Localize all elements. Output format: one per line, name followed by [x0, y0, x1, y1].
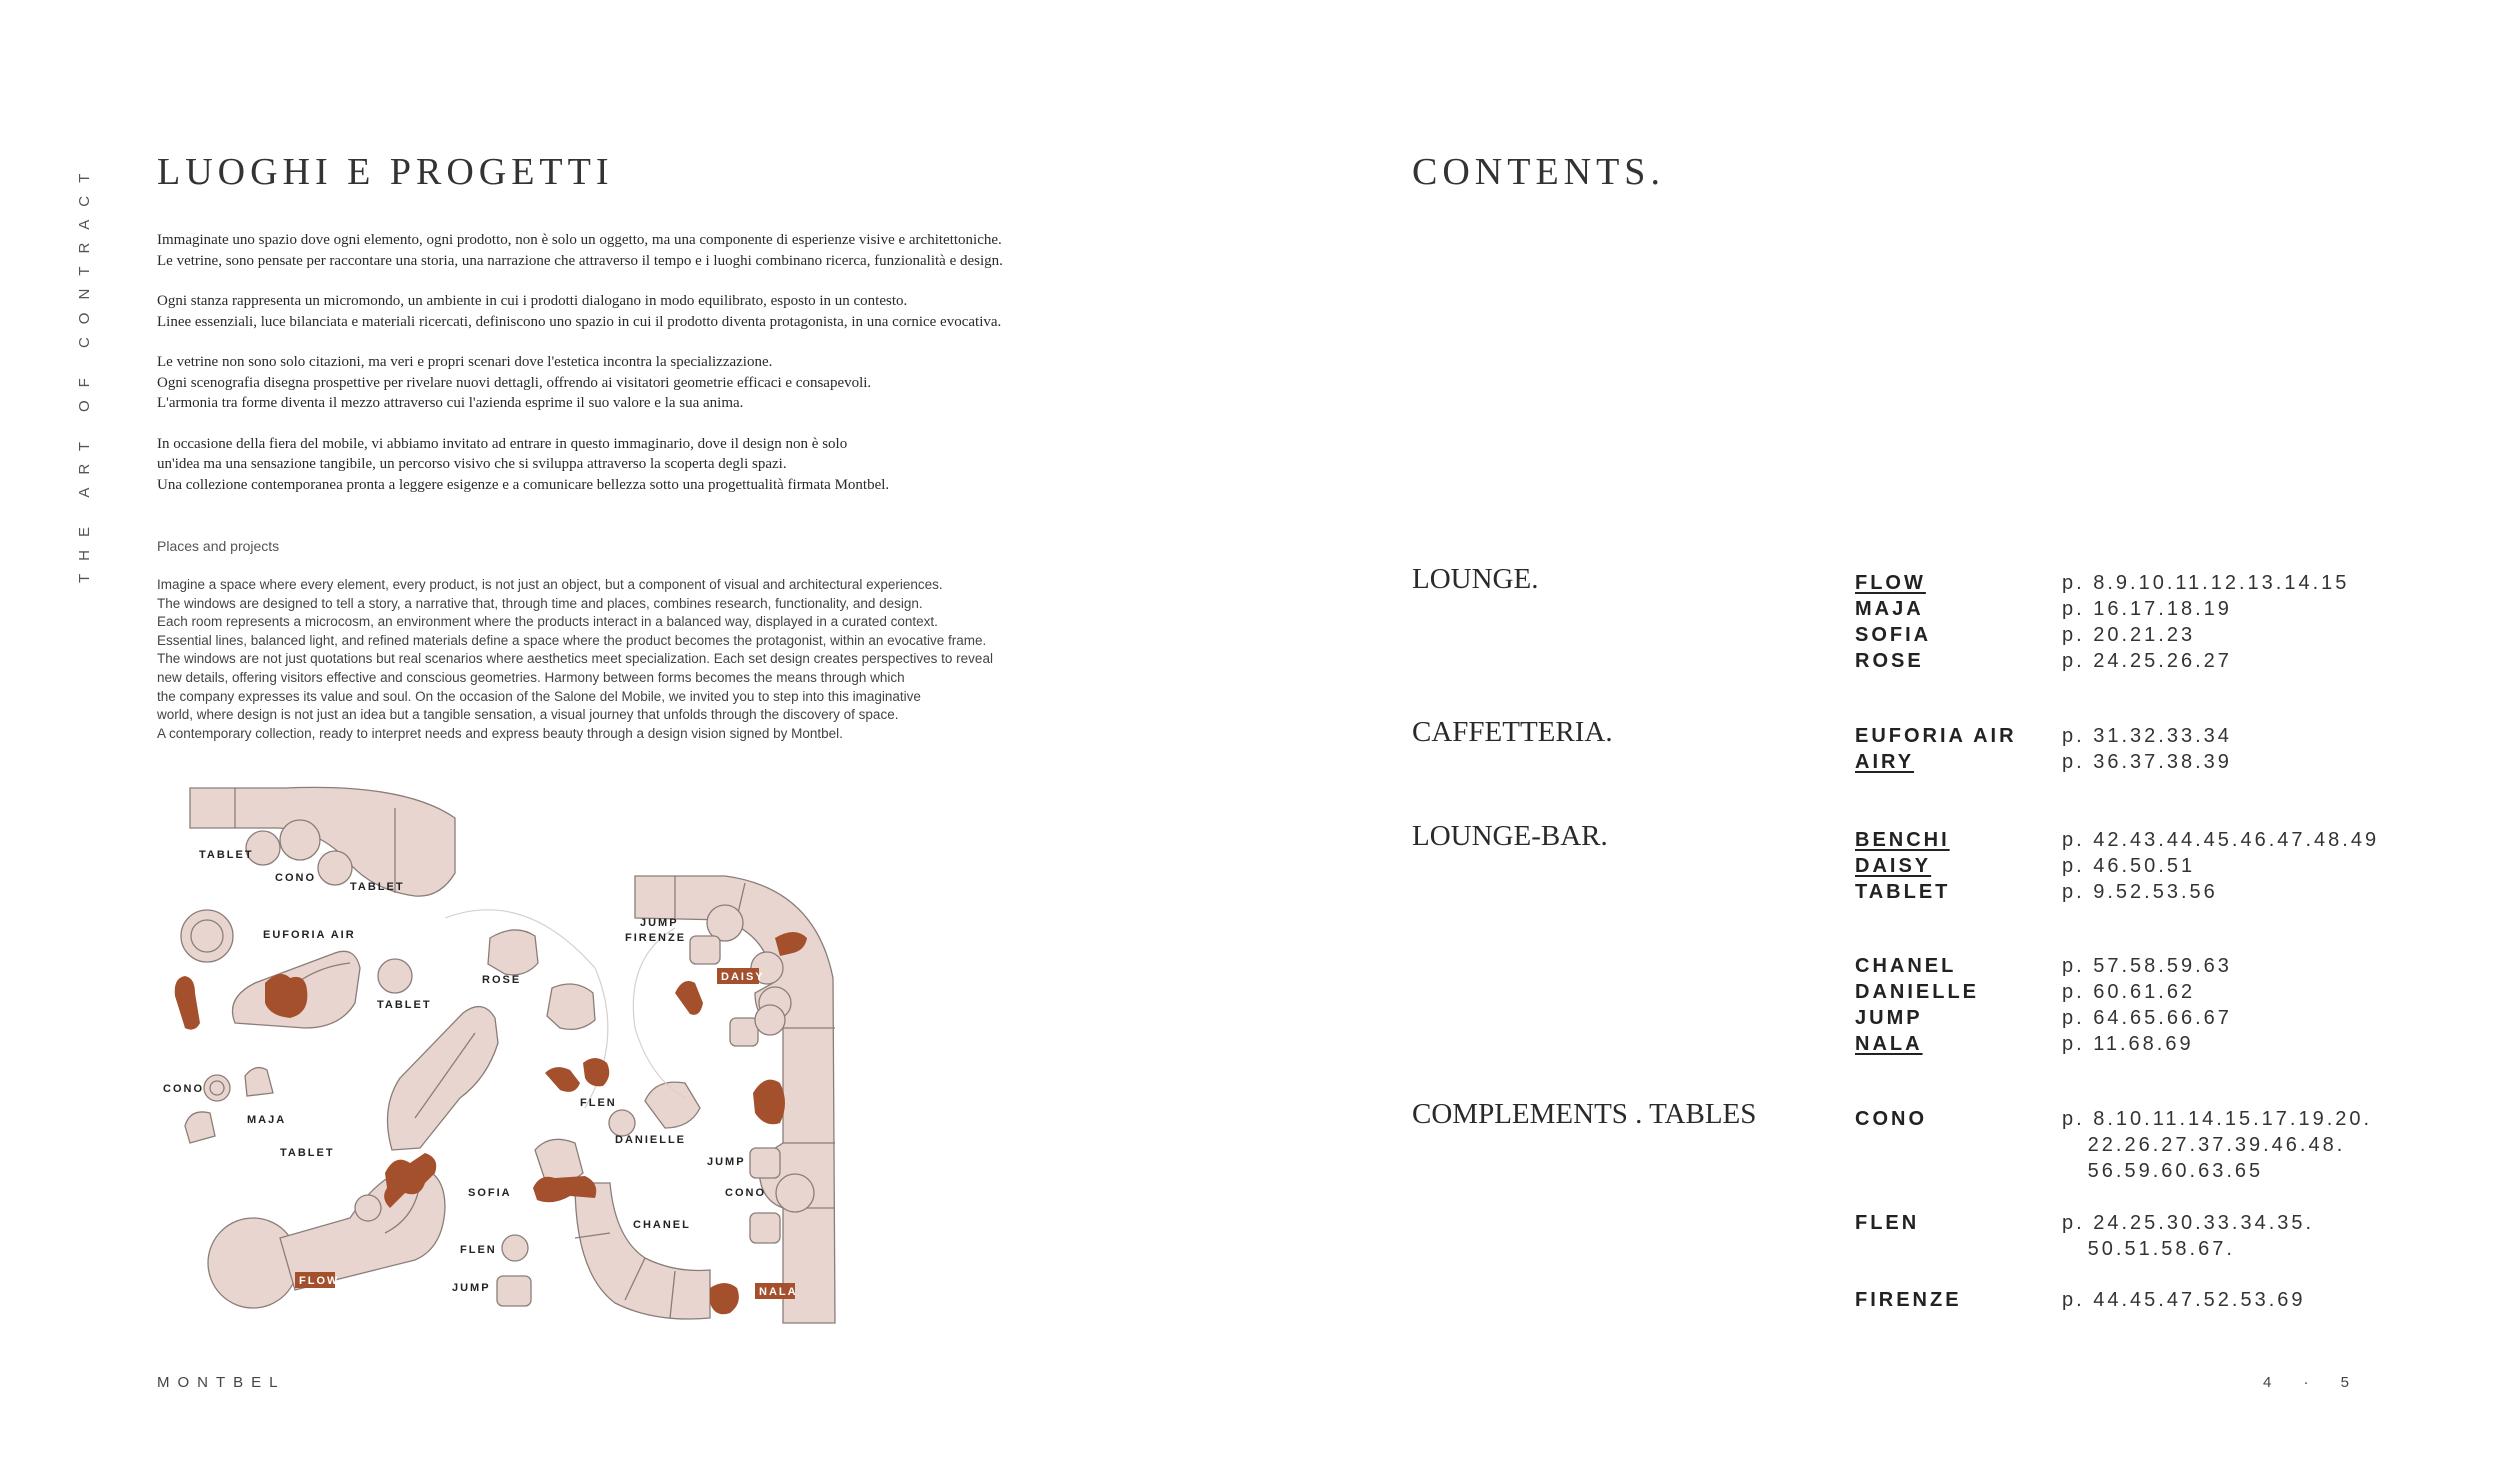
toc-pages: p. 8.10.11.14.15.17.19.20. 22.26.27.37.39.46.48. 56.59.60.63.65 [2062, 1108, 2373, 1182]
it-paragraph: Le vetrine non sono solo citazioni, ma veri e propri scenari dove l'estetica incontra la specializzazione. Ogni scenografia disegna prospettive per rivelare nuovi dettagli, offrendo ai visitatori geometrie efficaci e consapevoli. L'armonia tra forme diventa il mezzo attraverso cui l'azienda esprime il suo valore e la sua anima. [157, 354, 872, 411]
toc-item-danielle: DANIELLE [1855, 981, 1979, 1003]
person-figure [710, 1283, 739, 1314]
person-figure [583, 1058, 609, 1086]
category-lounge-bar: LOUNGE-BAR. [1412, 820, 1608, 852]
label-maja: MAJA [247, 1114, 287, 1126]
toc-item-airy[interactable]: AIRY [1855, 751, 1915, 773]
label-jump: JUMP [640, 917, 679, 929]
toc-pages: p. 60.61.62 [2062, 981, 2196, 1003]
toc-pages: p. 42.43.44.45.46.47.48.49 [2062, 829, 2380, 851]
contents-title: CONTENTS. [1412, 151, 1665, 193]
toc-item-maja: MAJA [1855, 598, 1924, 620]
label-nala: NALA [759, 1286, 798, 1298]
armchair [547, 984, 595, 1029]
toc-item-firenze: FIRENZE [1855, 1289, 1962, 1311]
toc-pages: p. 20.21.23 [2062, 624, 2196, 646]
toc-item-flow[interactable]: FLOW [1855, 572, 1926, 594]
label-tablet: TABLET [377, 999, 432, 1011]
toc-item-chanel: CHANEL [1855, 955, 1957, 977]
label-chanel: CHANEL [633, 1219, 691, 1231]
toc-pages: p. 31.32.33.34 [2062, 725, 2232, 747]
toc-pages: p. 36.37.38.39 [2062, 751, 2232, 773]
jump-stool [750, 1148, 780, 1178]
toc-pages: p. 46.50.51 [2062, 855, 2196, 877]
label-cono: CONO [163, 1083, 204, 1095]
toc-item-tablet: TABLET [1855, 881, 1951, 903]
toc-item-benchi[interactable]: BENCHI [1855, 829, 1950, 851]
jump-stool [497, 1276, 531, 1306]
label-tablet: TABLET [199, 849, 254, 861]
label-flen: FLEN [580, 1097, 617, 1109]
armchair [488, 930, 538, 975]
english-body: Imagine a space where every element, every product, is not just an object, but a component of visual and architectural experiences. The windows are designed to tell a story, a narrative that, through time and places, combines research, functionality, and design. Each room represents a microcosm, an environment where the products interact in a balanced way, displayed in a curated context. Essential lines, balanced light, and refined materials define a space where the product becomes the protagonist, within an evocative frame. The windows are not just quotations but real scenarios where aesthetics meet specialization. Each set design creates perspectives to reveal new details, offering visitors effective and conscious geometries. Harmony between forms becomes the means through which the company expresses its value and soul. On the occasion of the Salone del Mobile, we invited you to step into this imaginative world, where design is not just an idea but a tangible sensation, a visual journey that unfolds through the discovery of space. A contemporary collection, ready to interpret needs and express beauty through a design vision signed by Montbel. [157, 577, 993, 741]
cono-table [318, 851, 352, 885]
cono-table [776, 1174, 814, 1212]
label-jump: JUMP [707, 1156, 746, 1168]
label-tablet: TABLET [350, 881, 405, 893]
flen-table [502, 1235, 528, 1261]
toc-item-rose: ROSE [1855, 650, 1924, 672]
jump-stool [730, 1018, 758, 1046]
person-figure [265, 974, 307, 1018]
label-daisy: DAISY [721, 971, 765, 983]
toc-item-euforia-air: EUFORIA AIR [1855, 725, 2017, 747]
tablet-table [378, 959, 412, 993]
brand-footer: MONTBEL [157, 1374, 286, 1391]
chair [245, 1068, 273, 1096]
label-firenze: FIRENZE [625, 932, 687, 944]
english-heading: Places and projects [157, 538, 280, 554]
toc-item-sofia: SOFIA [1855, 624, 1932, 646]
category-caffetteria: CAFFETTERIA. [1412, 716, 1613, 748]
sofa-chanel [575, 1183, 710, 1319]
toc-item-cono: CONO [1855, 1108, 1927, 1130]
label-sofia: SOFIA [468, 1187, 512, 1199]
it-paragraph: Immaginate uno spazio dove ogni elemento, ogni prodotto, non è solo un oggetto, ma una componente di esperienze visive e architettoniche. Le vetrine, sono pensate per raccontare una storia, una narrazione che attraverso il tempo e i luoghi combinano ricerca, funzionalità e design. [157, 232, 1003, 269]
floor-plan-illustration [155, 778, 855, 1333]
page-numbers: 4 · 5 [2263, 1374, 2364, 1391]
round-sofa [208, 1218, 298, 1308]
toc-pages: p. 64.65.66.67 [2062, 1007, 2232, 1029]
toc-pages: p. 11.68.69 [2062, 1033, 2194, 1055]
person-figure [175, 976, 200, 1030]
armchair-sofia [535, 1139, 583, 1182]
category-complements-tables: COMPLEMENTS . TABLES [1412, 1098, 1757, 1130]
label-flen: FLEN [460, 1244, 497, 1256]
toc-pages: p. 44.45.47.52.53.69 [2062, 1289, 2306, 1311]
chair [185, 1112, 215, 1143]
tablet-table [755, 1005, 785, 1035]
label-flow: FLOW [299, 1275, 340, 1287]
toc-item-daisy[interactable]: DAISY [1855, 855, 1932, 877]
jump-stool [750, 1213, 780, 1243]
it-paragraph: Ogni stanza rappresenta un micromondo, un ambiente in cui i prodotti dialogano in modo equilibrato, esposto in un contesto. Linee essenziali, luce bilanciata e materiali ricercati, definiscono uno spazio in cui il prodotto diventa protagonista, in una cornice evocativa. [157, 293, 1002, 330]
person-figure [545, 1067, 580, 1092]
label-euforia-air: EUFORIA AIR [263, 929, 356, 941]
jump-stool [690, 936, 720, 964]
page-title: LUOGHI E PROGETTI [157, 151, 614, 193]
italian-body [157, 230, 1117, 515]
toc-item-nala[interactable]: NALA [1855, 1033, 1923, 1055]
it-paragraph: In occasione della fiera del mobile, vi abbiamo invitato ad entrare in questo immaginario, dove il design non è solo un'idea ma una sensazione tangibile, un percorso visivo che si sviluppa attraverso la scoperta degli spazi. Una collezione contemporanea pronta a leggere esigenze e a comunicare bellezza sotto una progettualità firmata Montbel. [157, 435, 890, 493]
label-tablet: TABLET [280, 1147, 335, 1159]
toc-pages: p. 9.52.53.56 [2062, 881, 2218, 903]
label-cono: CONO [275, 872, 316, 884]
label-rose: ROSE [482, 974, 522, 986]
tablet-table [355, 1195, 381, 1221]
label-jump: JUMP [452, 1282, 491, 1294]
toc-item-flen: FLEN [1855, 1212, 1920, 1234]
toc-pages: p. 24.25.26.27 [2062, 650, 2232, 672]
category-lounge: LOUNGE. [1412, 563, 1539, 595]
person-figure [675, 981, 703, 1015]
label-danielle: DANIELLE [615, 1134, 686, 1146]
toc-pages: p. 16.17.18.19 [2062, 598, 2232, 620]
flen-table [609, 1110, 635, 1136]
person-figure [753, 1080, 785, 1125]
toc-pages: p. 24.25.30.33.34.35. 50.51.58.67. [2062, 1212, 2315, 1260]
toc-item-jump: JUMP [1855, 1007, 1923, 1029]
toc-pages: p. 57.58.59.63 [2062, 955, 2232, 977]
label-cono: CONO [725, 1187, 766, 1199]
toc-pages: p. 8.9.10.11.12.13.14.15 [2062, 572, 2350, 594]
tablet-table [280, 820, 320, 860]
side-tag: THE ART OF CONTRACT [76, 160, 93, 583]
